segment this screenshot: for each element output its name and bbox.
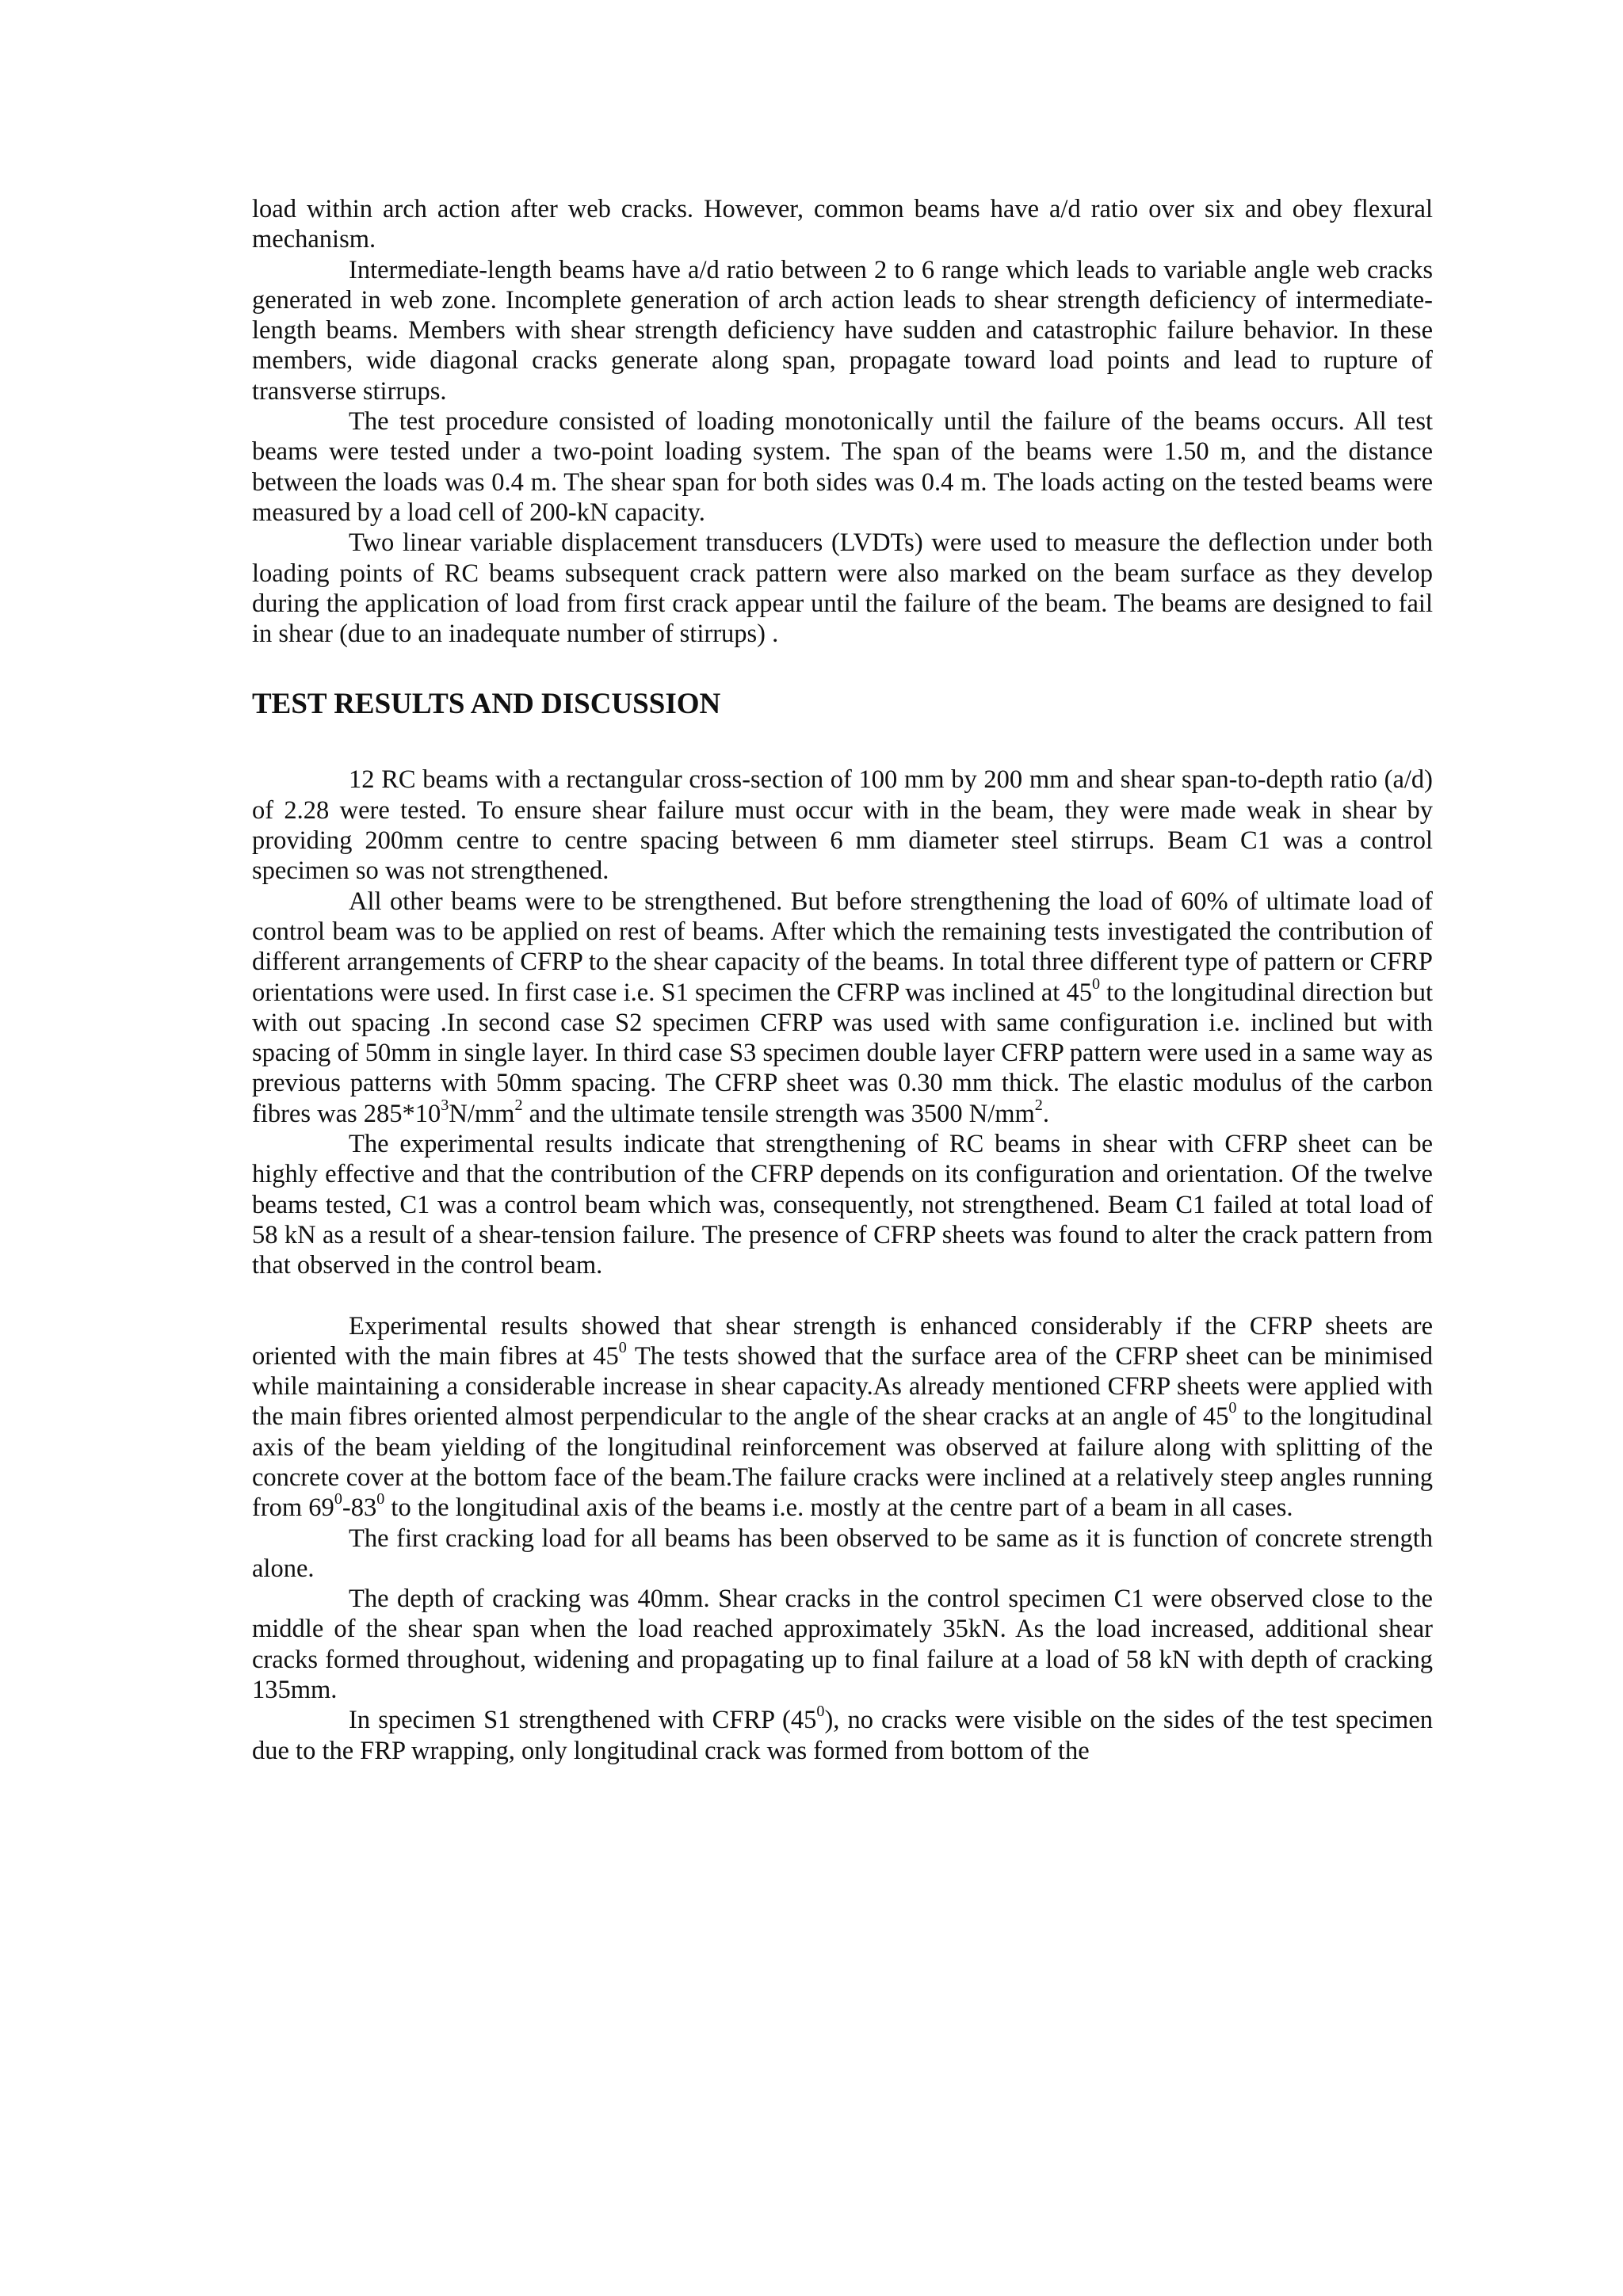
paragraph-specimen-s1: In specimen S1 strengthened with CFRP $(45^0)$, no cracks were visible on the sides of the test specimen due to the FRP wrapping, only longitudinal crack was formed from bottom of the xyxy=(252,1703,1433,1765)
paragraph-first-cracking: The first cracking load for all beams has been observed to be same as it is function of concrete strength alone. xyxy=(252,1524,1433,1583)
paragraph-intermediate-beams: Intermediate-length beams have a/d ratio between 2 to 6 range which leads to variable angle web cracks generated in web zone. Incomplete generation of arch action leads to shear strength deficiency of intermediate-length beams. Members with shear strength deficiency have sudden and catastrophic failure behavior. In these members, wide diagonal cracks generate along span, propagate toward load points and lead to rupture of transverse stirrups. xyxy=(252,255,1433,406)
paragraph-depth-cracking: The depth of cracking was 40mm. Shear cracks in the control specimen C1 were observed close to the middle of the shear span when the load reached approximately 35kN. As the load increased, additional shear cracks formed throughout, widening and propagating up to final failure at a load of 58 kN with depth of cracking 135mm. xyxy=(252,1585,1433,1705)
paragraph-arch-action: load within arch action after web cracks. However, common beams have a/d ratio over six and obey flexural mechanism. xyxy=(252,195,1433,254)
paragraph-test-procedure: The test procedure consisted of loading monotonically until the failure of the beams occurs. All test beams were tested under a two-point loading system. The span of the beams were 1.50 m, and the distance between the loads was 0.4 m. The shear span for both sides was 0.4 m. The loads acting on the tested beams were measured by a load cell of 200-kN capacity. xyxy=(252,407,1433,527)
paragraph-lvdt: Two linear variable displacement transducers (LVDTs) were used to measure the deflection under both loading points of RC beams subsequent crack pattern were also marked on the beam surface as they develop during the application of load from first crack appear until the failure of the beam. The beams are designed to fail in shear (due to an inadequate number of stirrups) . xyxy=(252,528,1433,649)
paragraph-shear-strength-enhanced: Experimental results showed that shear strength is enhanced considerably if the CFRP sheets are oriented with the main fibres at $45^0$ The tests showed that the surface area of the CFRP sheet can be minimised while maintaining a considerable increase in shear capacity.As already mentioned CFRP sheets were applied with the main fibres oriented almost perpendicular to the angle of the shear cracks at an angle of $45^0$ to the longitudinal axis of the beam yielding of the longitudinal reinforcement was observed at failure along with splitting of the concrete cover at the bottom face of the beam.The failure cracks were inclined at a relatively steep angles running from $69^0-83^0$ to the longitudinal axis of the beams i.e. mostly at the centre part of a beam in all cases. xyxy=(252,1311,1434,1523)
document-body xyxy=(252,194,1433,1766)
paragraph-strengthening: All other beams were to be strengthened. But before strengthening the load of 60% of ultimate load of control beam was to be applied on rest of beams. After which the remaining tests investigated the contribution of different arrangements of CFRP to the shear capacity of the beams. In total three different type of pattern or CFRP orientations were used. In first case i.e. S1 specimen the CFRP was inclined at $45^0$ to the longitudinal direction but with out spacing .In second case S2 specimen CFRP was used with same configuration i.e. inclined but with spacing of 50mm in single layer. In third case S3 specimen double layer CFRP pattern were used in a same way as previous patterns with 50mm spacing. The CFRP sheet was 0.30 mm thick. The elastic modulus of the carbon fibres was $285*10^3N/mm^2$ and the ultimate tensile strength was 3500 $N/mm^2$. xyxy=(252,887,1433,1128)
section-heading-results: TEST RESULTS AND DISCUSSION xyxy=(252,688,721,721)
paragraph-experimental-indicate: The experimental results indicate that strengthening of RC beams in shear with CFRP sheet can be highly effective and that the contribution of the CFRP depends on its configuration and orientation. Of the twelve beams tested, C1 was a control beam which was, consequently, not strengthened. Beam C1 failed at total load of 58 kN as a result of a shear-tension failure. The presence of CFRP sheets was found to alter the crack pattern from that observed in the control beam. xyxy=(252,1130,1433,1280)
paragraph-rc-beams: 12 RC beams with a rectangular cross-section of 100 mm by 200 mm and shear span-to-depth ratio (a/d) of 2.28 were tested. To ensure shear failure must occur with in the beam, they were made weak in shear by providing 200mm centre to centre spacing between 6 mm diameter steel stirrups. Beam C1 was a control specimen so was not strengthened. xyxy=(252,765,1433,886)
